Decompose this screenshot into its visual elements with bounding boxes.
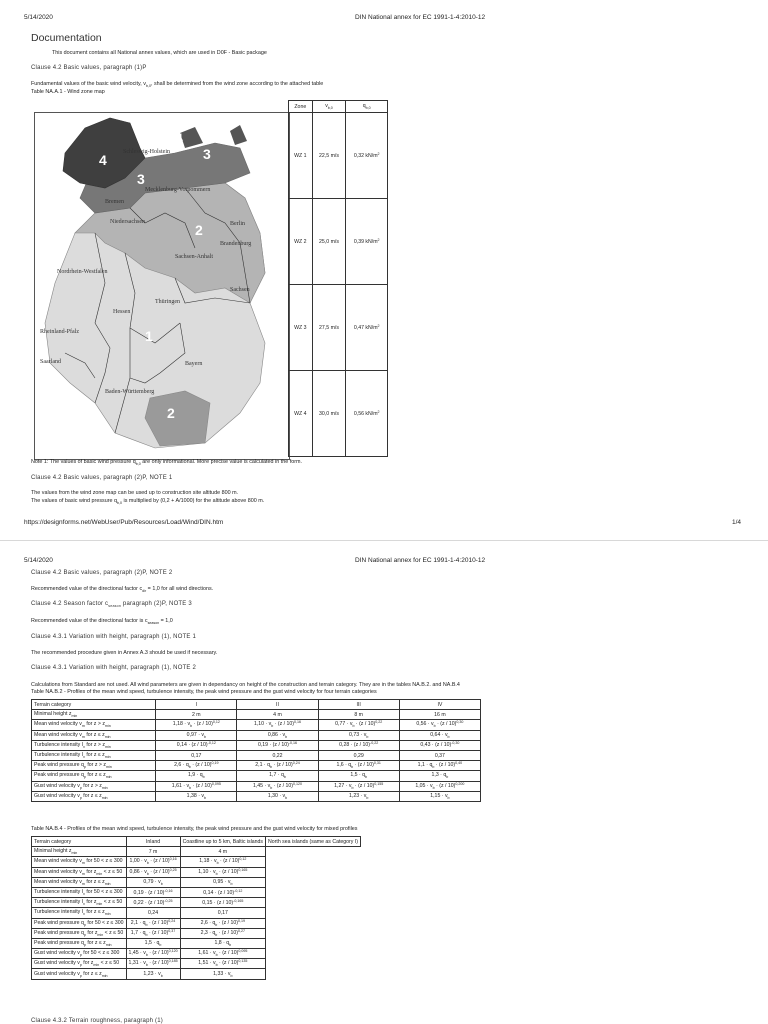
value-cell: $1,00 \cdot v_b \cdot (z / 10)^{0,16}$ (126, 857, 180, 867)
value-cell: 16 m (399, 710, 480, 720)
value-cell: $0,86 \cdot v_b$ (237, 730, 318, 740)
value-cell: 0,22 · (z / 10)$^{-0,25}$ (126, 898, 180, 908)
row-label: Peak wind pressure $q_p$ for $z > z_{min}$ (32, 761, 156, 771)
value-cell: $2,1 \cdot q_b \cdot (z / 10)^{0,24}$ (126, 918, 180, 928)
value-cell: $1,18 \cdot v_b \cdot (z / 10)^{0,12}$ (156, 720, 237, 730)
value-cell: $1,61 \cdot v_b \cdot (z / 10)^{0,095}$ (180, 949, 265, 959)
clause-heading: Clause 4.3.2 Terrain roughness, paragraph (1) (31, 1018, 163, 1024)
note-1: Note 1: The values of basic wind pressure $q_{b,0}$ are only informational. More precise value is calculated in the form. (31, 459, 302, 467)
q-cell: 0,56 $kN/m^2$ (346, 371, 388, 457)
map-label-sachsenanhalt: Sachsen-Anhalt (175, 254, 213, 260)
row-label: Turbulence intensity $I_v$ for $z \le z_{min}$ (32, 750, 156, 760)
value-cell: 0,17 (156, 750, 237, 760)
wind-zone-map (34, 112, 290, 460)
table-row (32, 771, 481, 781)
clause-heading: Clause 4.3.1 Variation with height, paragraph (1), NOTE 2 (31, 665, 197, 671)
value-cell: $1,3 \cdot q_b$ (399, 771, 480, 781)
row-label: Turbulence intensity $I_v$ for $z > z_{min}$ (32, 740, 156, 750)
table-row (32, 710, 481, 720)
v-cell: 22,5 m/s (312, 113, 346, 199)
table-row (32, 867, 361, 877)
map-zone-2-south: 2 (167, 405, 175, 421)
zone-cell: WZ 1 (289, 113, 313, 199)
column-header: I (156, 700, 237, 710)
zone-table (288, 100, 388, 457)
mixed-profile-table (31, 836, 361, 980)
table-row (32, 928, 361, 938)
value-cell: 4 m (180, 847, 265, 857)
map-label-mecklenburg: Mecklenburg-Vorpommern (145, 187, 211, 193)
row-label: Peak wind pressure $q_p$ for $z \le z_{min}$ (32, 771, 156, 781)
table-row (32, 740, 481, 750)
map-zone-4b: 4 (175, 130, 183, 146)
row-label: Minimal height $z_{min}$ (32, 847, 127, 857)
table-row (32, 761, 481, 771)
clause-heading: Clause 4.2 Basic values, paragraph (2)P, NOTE 2 (31, 570, 173, 576)
column-header: II (237, 700, 318, 710)
map-label-bw: Baden-Württemberg (105, 389, 155, 395)
table-row (32, 959, 361, 969)
table-row (32, 750, 481, 760)
value-cell: 0,29 (318, 750, 399, 760)
table-row (32, 781, 481, 791)
value-cell: $1,7 \cdot q_b \cdot (z / 10)^{0,37}$ (126, 928, 180, 938)
row-label: Gust wind velocity $v_p$ for $z_{min} < z \le 50$ (32, 959, 127, 969)
value-cell: 0,14 · (z / 10)$^{-0,12}$ (156, 740, 237, 750)
value-cell: $0,56 \cdot v_b \cdot (z / 10)^{0,30}$ (399, 720, 480, 730)
value-cell: 0,19 · (z / 10)$^{-0,16}$ (126, 887, 180, 897)
page-separator (0, 540, 768, 541)
table-row (32, 938, 361, 948)
v-col-header: $v_{b,0}$ (312, 101, 346, 113)
row-label: Turbulence intensity $I_v$ for $z \le z_{min}$ (32, 908, 127, 918)
value-cell: $1,51 \cdot v_b \cdot (z / 10)^{0,135}$ (180, 959, 265, 969)
clause-heading: Clause 4.3.1 Variation with height, paragraph (1), NOTE 1 (31, 634, 197, 640)
value-cell: $0,95 \cdot v_b$ (180, 877, 265, 887)
table-caption: Table NA.A.1 - Wind zone map (31, 89, 105, 95)
value-cell: $0,79 \cdot v_b$ (126, 877, 180, 887)
value-cell: 0,15 · (z / 10)$^{-0,165}$ (180, 898, 265, 908)
map-label-nrw: Nordrhein-Westfalen (57, 269, 108, 275)
footer-url[interactable]: https://designforms.net/WebUser/Pub/Resources/Load/Wind/DIN.htm (24, 519, 224, 526)
annex-text: The recommended procedure given in Annex A.3 should be used if necessary. (31, 650, 218, 656)
v-cell: 27,5 m/s (312, 285, 346, 371)
table-caption: Table NA.B.4 - Profiles of the mean wind speed, turbulence intensity, the peak wind pressure and the gust wind velocity for mixed profiles (31, 826, 358, 832)
map-zone-4: 4 (99, 152, 107, 168)
zone-col-header: Zone (289, 101, 313, 113)
column-header: Inland (126, 837, 180, 847)
column-header: Terrain category (32, 700, 156, 710)
page-heading: Documentation (31, 32, 102, 44)
table-row (32, 791, 481, 801)
row-label: Turbulence intensity $I_v$ for 50 < z ≤ 300 (32, 887, 127, 897)
value-cell: $0,64 \cdot v_b$ (399, 730, 480, 740)
header-title: DIN National annex for EC 1991-1-4:2010-12 (355, 557, 486, 564)
altitude-text-1: The values from the wind zone map can be used up to construction site altitude 800 m. (31, 490, 239, 496)
value-cell: 0,43 · (z / 10)$^{-0,30}$ (399, 740, 480, 750)
column-header: North sea islands (same as Category I) (266, 837, 361, 847)
value-cell: 2 m (156, 710, 237, 720)
value-cell: 0,19 · (z / 10)$^{-0,16}$ (237, 740, 318, 750)
row-label: Gust wind velocity $v_p$ for $z \le z_{min}$ (32, 969, 127, 979)
value-cell: $2,6 \cdot q_b \cdot (z / 10)^{0,19}$ (156, 761, 237, 771)
map-zone-3b: 3 (203, 146, 211, 162)
row-label: Mean wind velocity $v_m$ for $z > z_{min}$ (32, 720, 156, 730)
value-cell: 0,28 · (z / 10)$^{-0,22}$ (318, 740, 399, 750)
zone-cell: WZ 3 (289, 285, 313, 371)
table-row (32, 969, 361, 979)
row-label: Peak wind pressure $q_p$ for $z \le z_{min}$ (32, 938, 127, 948)
header-title: DIN National annex for EC 1991-1-4:2010-12 (355, 14, 486, 21)
value-cell: $2,3 \cdot q_b \cdot (z / 10)^{0,27}$ (180, 928, 265, 938)
map-label-berlin: Berlin (230, 221, 245, 227)
value-cell: 0,17 (180, 908, 265, 918)
season-text: Recommended value of the directional factor is $c_{season} = 1,0$ (31, 618, 173, 626)
value-cell: $1,8 \cdot q_b$ (180, 938, 265, 948)
row-label: Minimal height $z_{min}$ (32, 710, 156, 720)
value-cell: $1,33 \cdot v_b$ (180, 969, 265, 979)
map-label-bremen: Bremen (105, 199, 124, 205)
value-cell: $1,31 \cdot v_b \cdot (z / 10)^{0,185}$ (126, 959, 180, 969)
table-caption: Table NA.B.2 - Profiles of the mean wind speed, turbulence intensity, the peak wind pressure and the gust wind velocity for four terrain categories (31, 689, 377, 695)
table-row (32, 857, 361, 867)
value-cell: $0,97 \cdot v_b$ (156, 730, 237, 740)
value-cell: 0,37 (399, 750, 480, 760)
value-cell: $1,05 \cdot v_b \cdot (z / 10)^{0,200}$ (399, 781, 480, 791)
row-label: Gust wind velocity $v_p$ for $z > z_{min}$ (32, 781, 156, 791)
header-date: 5/14/2020 (24, 557, 53, 564)
row-label: Gust wind velocity $v_p$ for $z \le z_{min}$ (32, 791, 156, 801)
value-cell: $1,10 \cdot v_b \cdot (z / 10)^{0,16}$ (237, 720, 318, 730)
header-date: 5/14/2020 (24, 14, 53, 21)
table-row (32, 720, 481, 730)
table-row (32, 847, 361, 857)
map-label-brandenburg: Brandenburg (220, 241, 252, 247)
value-cell: $1,18 \cdot v_b \cdot (z / 10)^{0,12}$ (180, 857, 265, 867)
table-row (32, 887, 361, 897)
map-label-thueringen: Thüringen (155, 299, 180, 305)
terrain-table (31, 699, 481, 802)
value-cell: $1,23 \cdot v_b$ (126, 969, 180, 979)
value-cell: 8 m (318, 710, 399, 720)
intro-text: This document contains all National annex values, which are used in D0F - Basic package (52, 50, 267, 56)
row-label: Mean wind velocity $v_m$ for 50 < z ≤ 300 (32, 857, 127, 867)
value-cell: $0,73 \cdot v_b$ (318, 730, 399, 740)
value-cell: $2,1 \cdot q_b \cdot (z / 10)^{0,24}$ (237, 761, 318, 771)
map-zone-3: 3 (137, 171, 145, 187)
zone-cell: WZ 4 (289, 371, 313, 457)
map-label-schleswig: Schleswig-Holstein (123, 149, 170, 155)
v-cell: 30,0 m/s (312, 371, 346, 457)
column-header: III (318, 700, 399, 710)
table-row (32, 908, 361, 918)
value-cell: $1,45 \cdot v_b \cdot (z / 10)^{0,120}$ (237, 781, 318, 791)
table-row (32, 877, 361, 887)
clause-heading: Clause 4.2 Season factor $c_{season}$ paragraph (2)P, NOTE 3 (31, 601, 192, 609)
clause-heading: Clause 4.2 Basic values, paragraph (1)P (31, 65, 147, 71)
table-row (32, 730, 481, 740)
map-label-niedersachsen: Niedersachsen (110, 219, 145, 225)
table-row (32, 898, 361, 908)
value-cell: 7 m (126, 847, 180, 857)
fundamental-text: Fundamental values of the basic wind velocity, $v_{b,0}$, shall be determined from the wind zone according to the attached table (31, 81, 324, 89)
column-header: Coastline up to 5 km, Baltic islands (180, 837, 265, 847)
row-label: Mean wind velocity $v_m$ for $z \le z_{min}$ (32, 877, 127, 887)
table-row (32, 949, 361, 959)
value-cell: $1,15 \cdot v_b$ (399, 791, 480, 801)
q-cell: 0,39 $kN/m^2$ (346, 199, 388, 285)
row-label: Peak wind pressure $q_p$ for $z_{min} < z \le 50$ (32, 928, 127, 938)
table-row (32, 918, 361, 928)
value-cell: $1,23 \cdot v_b$ (318, 791, 399, 801)
map-label-saarland: Saarland (40, 359, 61, 365)
column-header: IV (399, 700, 480, 710)
value-cell: $1,30 \cdot v_b$ (237, 791, 318, 801)
row-label: Mean wind velocity $v_m$ for $z_{min} < z \le 50$ (32, 867, 127, 877)
calc-text: Calculations from Standard are not used. All wind parameters are given in dependancy on height of the construction and terrain category. They are in the tables NA.B.2. and NA.B.4 (31, 682, 460, 688)
value-cell: 0,22 (237, 750, 318, 760)
v-cell: 25,0 m/s (312, 199, 346, 285)
map-label-bayern: Bayern (185, 361, 203, 367)
value-cell: $0,86 \cdot v_b \cdot (z / 10)^{0,25}$ (126, 867, 180, 877)
value-cell: $1,45 \cdot v_b \cdot (z / 10)^{0,120}$ (126, 949, 180, 959)
row-label: Peak wind pressure $q_p$ for 50 < z ≤ 300 (32, 918, 127, 928)
clause-heading: Clause 4.2 Basic values, paragraph (2)P, NOTE 1 (31, 475, 173, 481)
value-cell: $1,5 \cdot q_b$ (126, 938, 180, 948)
q-col-header: $q_{b,0}$ (346, 101, 388, 113)
row-label: Turbulence intensity $I_v$ for $z_{min} < z \le 50$ (32, 898, 127, 908)
map-zone-2: 2 (195, 222, 203, 238)
value-cell: $2,6 \cdot q_b \cdot (z / 10)^{0,19}$ (180, 918, 265, 928)
q-cell: 0,47 $kN/m^2$ (346, 285, 388, 371)
value-cell: $1,61 \cdot v_b \cdot (z / 10)^{0,095}$ (156, 781, 237, 791)
map-label-sachsen: Sachsen (230, 287, 250, 293)
value-cell: $0,77 \cdot v_b \cdot (z / 10)^{0,22}$ (318, 720, 399, 730)
zone-cell: WZ 2 (289, 199, 313, 285)
value-cell: 0,14 · (z / 10)$^{-0,12}$ (180, 887, 265, 897)
value-cell: $1,7 \cdot q_b$ (237, 771, 318, 781)
value-cell: $1,6 \cdot q_b \cdot (z / 10)^{0,31}$ (318, 761, 399, 771)
value-cell: $1,27 \cdot v_b \cdot (z / 10)^{0,155}$ (318, 781, 399, 791)
q-cell: 0,32 $kN/m^2$ (346, 113, 388, 199)
row-label: Gust wind velocity $v_p$ for 50 < z ≤ 300 (32, 949, 127, 959)
map-label-rheinland: Rheinland-Pfalz (40, 329, 79, 335)
row-label: Mean wind velocity $v_m$ for $z \le z_{min}$ (32, 730, 156, 740)
map-label-hessen: Hessen (113, 309, 131, 315)
value-cell: $1,5 \cdot q_b$ (318, 771, 399, 781)
value-cell: 4 m (237, 710, 318, 720)
directional-text: Recommended value of the directional factor $c_{dir} = 1,0$ for all wind directions. (31, 586, 214, 594)
value-cell: $1,9 \cdot q_b$ (156, 771, 237, 781)
value-cell: 0,24 (126, 908, 180, 918)
footer-page: 1/4 (732, 519, 742, 526)
map-zone-1: 1 (145, 328, 153, 344)
value-cell: $1,38 \cdot v_b$ (156, 791, 237, 801)
value-cell: $1,1 \cdot q_b \cdot (z / 10)^{0,40}$ (399, 761, 480, 771)
column-header: Terrain category (32, 837, 127, 847)
altitude-text-2: The values of basic wind pressure $q_{b,0}$ is multiplied by (0,2 + A/1000) for the altitude above 800 m. (31, 498, 265, 506)
value-cell: $1,10 \cdot v_b \cdot (z / 10)^{0,165}$ (180, 867, 265, 877)
